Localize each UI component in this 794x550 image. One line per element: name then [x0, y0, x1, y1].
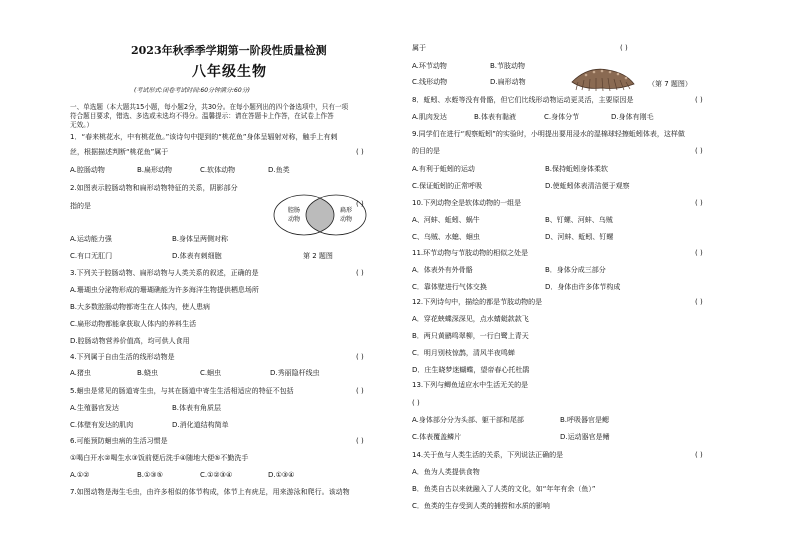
answer-bracket: ( ) [695, 298, 703, 306]
option-d: D.运动器官是鳍 [560, 433, 610, 441]
venn-left-label: 腔肠 [288, 207, 301, 214]
option-d: D.身体有刚毛 [611, 113, 654, 121]
question-stem: 5.蛔虫是常见的肠道寄生虫，与其在肠道中寄生生活相适应的特征不包括 [70, 387, 294, 395]
answer-bracket: ( ) [356, 437, 364, 445]
question-stem: 10.下列动物全是软体动物的一组是 [412, 199, 522, 207]
question-stem: 1．“春来桃花水，中有桃花鱼。”该诗句中提到的“桃花鱼”身体呈辐射对称，触手上有刺 [70, 133, 338, 141]
option-c: C.①②③④ [200, 471, 233, 479]
venn-right-label: 动物 [340, 216, 353, 223]
option-c: C．明月别枝惊鹊，清风半夜鸣蝉 [412, 349, 515, 357]
question-stem: 12.下列诗句中，描绘的都是节肢动物的是 [412, 298, 543, 306]
option-a: A.腔肠动物 [70, 166, 105, 174]
answer-bracket: ( ) [695, 96, 703, 104]
option-c: C.扁形动物都能拿获取人体内的养料生活 [70, 320, 197, 328]
question-stem: 的目的是 [412, 147, 440, 155]
question-stem: 属于 [412, 44, 426, 52]
option-a: A．穿花蛱蝶深深见，点水蜻蜓款款飞 [412, 315, 529, 323]
question-stem: 8．蚯蚓、水蛭等没有骨骼，但它们比线形动物运动更灵活，主要原因是 [412, 96, 634, 104]
venn-diagram [268, 192, 372, 238]
figure-caption: 第 2 题图 [303, 252, 333, 260]
option-a: A．体表外有外骨骼 [412, 266, 473, 274]
option-a: A.肌肉发达 [412, 113, 447, 121]
option-a: A.生殖器官发达 [70, 404, 119, 412]
answer-bracket: ( ) [356, 200, 364, 208]
option-a: A.环节动物 [412, 62, 447, 70]
option-a: A.珊瑚虫分泌物形成的珊瑚礁能为许多海洋生物提供栖息场所 [70, 286, 259, 294]
exam-title: 2023年秋季季学期第一阶段性质量检测 [131, 44, 327, 57]
section-intro: 符合题目要求，错选、多选或未选均不得分。温馨提示：请在答题卡上作答，在试卷上作答 [70, 112, 334, 120]
venn-right-label: 扁形 [340, 207, 353, 214]
question-stem: 3.下列关于腔肠动物、扁形动物与人类关系的叙述，正确的是 [70, 269, 259, 277]
option-b: B．身体分成三部分 [545, 266, 606, 274]
exam-note: (考试形式:闭卷考试时间:60分钟满分:60分) [134, 87, 251, 94]
option-a: A.运动能力强 [70, 235, 112, 243]
option-c: C.体表覆盖鳞片 [412, 433, 462, 441]
option-b: B.①③⑤ [137, 471, 163, 479]
option-c: C.蛔虫 [200, 369, 222, 377]
question-stem: 11.环节动物与节肢动物的相似之处是 [412, 249, 529, 257]
option-c: C．靠体壁进行气体交换 [412, 283, 487, 291]
option-a: A.猪虫 [70, 369, 91, 377]
question-stem: 丝，根据描述判断“桃花鱼”属于 [70, 148, 169, 156]
answer-bracket: ( ) [356, 353, 364, 361]
answer-bracket: ( ) [695, 147, 703, 155]
answer-bracket: ( ) [620, 44, 628, 52]
question-stem: 13.下列与鲫鱼适应水中生活无关的是 [412, 381, 529, 389]
option-b: B.体表有黏液 [474, 113, 517, 121]
answer-bracket: ( ) [695, 199, 703, 207]
option-b: B.身体呈两侧对称 [172, 235, 229, 243]
option-d: D．庄生晓梦迷蝴蝶，望帝春心托杜鹃 [412, 366, 530, 374]
option-c: C.线形动物 [412, 78, 448, 86]
option-d: D.鱼类 [268, 166, 290, 174]
answer-bracket: ( ) [356, 269, 364, 277]
question-stem: 6.可能预防蛔虫病的生活习惯是 [70, 437, 168, 445]
question-stem: 4.下列属于自由生活的线形动物是 [70, 353, 175, 361]
option-c: C.身体分节 [544, 113, 580, 121]
section-intro: 无效。） [70, 121, 94, 129]
answer-bracket: ( ) [695, 249, 703, 257]
sea-worm-image [568, 60, 638, 96]
option-d: D.秀丽隐杆线虫 [270, 369, 320, 377]
question-stem: 7.如图动物是海生毛虫，由许多相似的体节构成，体节上有疣足，用来游泳和爬行。该动物 [70, 488, 350, 496]
answer-bracket: ( ) [356, 387, 364, 395]
option-b: B.蛲虫 [137, 369, 159, 377]
option-b: B．鱼类自古以来就融入了人类的文化，如“年年有余（鱼）” [412, 485, 596, 493]
subject-title: 八年级生物 [192, 64, 267, 80]
option-a: A.①② [70, 471, 90, 479]
option-d: D．身体由许多体节构成 [545, 283, 621, 291]
option-b: B.扁形动物 [137, 166, 173, 174]
option-b: B．两只黄鹂鸣翠柳，一行白鹭上青天 [412, 332, 529, 340]
option-b: B.节肢动物 [490, 62, 526, 70]
question-options-list: ①喝白开水②喝生水③饭前便后洗手④随地大便⑤不勤洗手 [70, 454, 249, 462]
question-stem: 2.如图表示腔肠动物和扁形动物特征的关系，阴影部分 [70, 184, 238, 192]
option-c: C.有口无肛门 [70, 252, 113, 260]
question-stem: 14.关于鱼与人类生活的关系，下列说法正确的是 [412, 451, 564, 459]
option-d: D.使蚯蚓体表清洁便于观察 [545, 182, 630, 190]
option-d: D.①③④ [268, 471, 295, 479]
option-b: B.体表有角质层 [172, 404, 222, 412]
section-intro: 一、单选题（本大题共15小题，每小题2分，共30分。在每小题列出的四个备选项中，只有一项 [70, 103, 349, 111]
option-c: C.体壁有发达的肌肉 [70, 421, 134, 429]
figure-caption: （第 7 题图） [648, 80, 692, 88]
answer-bracket: ( ) [412, 399, 420, 407]
venn-left-label: 动物 [288, 216, 301, 223]
answer-bracket: ( ) [695, 451, 703, 459]
answer-bracket: ( ) [356, 148, 364, 156]
option-a: A、河蚌、蚯蚓、蜗牛 [412, 216, 480, 224]
option-d: D.扁形动物 [490, 78, 526, 86]
option-b: B.呼吸器官是鳃 [560, 416, 610, 424]
option-b: B、钉螺、河蚌、乌贼 [545, 216, 613, 224]
option-c: C．鱼类的生存受到人类的捕捞和水质的影响 [412, 502, 550, 510]
question-stem: 9.同学们在进行“观察蚯蚓”的实验时，小明提出要用浸水的湿棉球轻擦蚯蚓体表，这样做 [412, 130, 685, 138]
option-b: B.大多数腔肠动物都寄生在人体内，使人患病 [70, 303, 211, 311]
option-c: C.保证蚯蚓的正常呼吸 [412, 182, 483, 190]
option-b: B.保持蚯蚓身体柔软 [545, 165, 609, 173]
option-a: A.有利于蚯蚓的运动 [412, 165, 475, 173]
option-c: C.软体动物 [200, 166, 236, 174]
option-c: C、乌贼、水螅、蛔虫 [412, 233, 480, 241]
question-stem: 指的是 [70, 202, 91, 210]
option-d: D.体表有刺细胞 [172, 252, 222, 260]
option-a: A.身体部分分为头部、躯干部和尾部 [412, 416, 524, 424]
option-d: D.消化道结构简单 [172, 421, 229, 429]
option-a: A．鱼为人类提供食物 [412, 468, 480, 476]
option-d: D.腔肠动物营养价值高，均可供人食用 [70, 337, 190, 345]
option-d: D、河蚌、蚯蚓、钉螺 [545, 233, 614, 241]
